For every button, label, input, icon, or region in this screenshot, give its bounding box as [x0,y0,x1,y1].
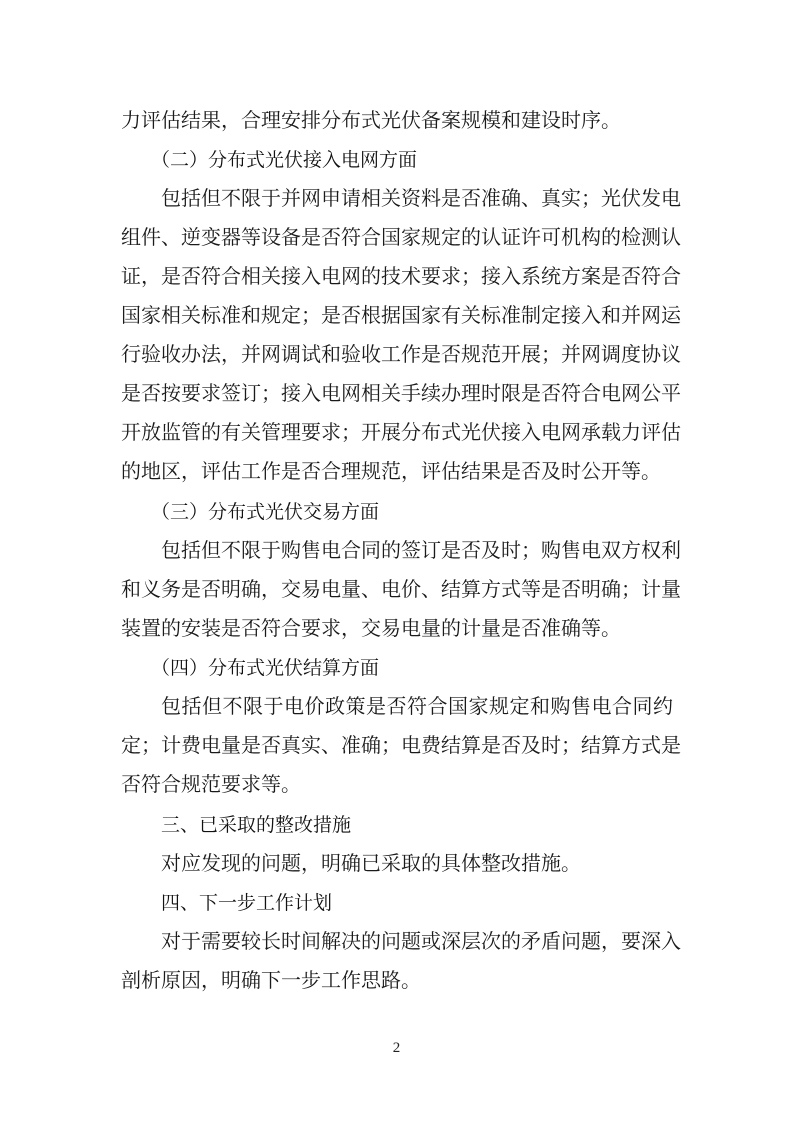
section-heading-next-steps: 四、下一步工作计划 [161,892,333,914]
paragraph-line: 装置的安装是否符合要求，交易电量的计量是否准确等。 [121,616,621,640]
paragraph-line: 对于需要较长时间解决的问题或深层次的矛盾问题，要深入 [161,929,681,953]
paragraph-line: 力评估结果，合理安排分布式光伏备案规模和建设时序。 [121,108,621,132]
paragraph-line: 和义务是否明确，交易电量、电价、结算方式等是否明确；计量 [121,577,681,601]
paragraph-line: 对应发现的问题，明确已采取的具体整改措施。 [161,851,581,875]
paragraph-line: 剖析原因，明确下一步工作思路。 [121,968,421,992]
section-heading-settlement: （四）分布式光伏结算方面 [151,657,380,679]
paragraph-line: 国家相关标准和规定；是否根据国家有关标准制定接入和并网运 [121,303,681,327]
paragraph-line: 包括但不限于电价政策是否符合国家规定和购售电合同约 [161,694,673,718]
paragraph-line: 否符合规范要求等。 [121,772,301,796]
paragraph-line: 包括但不限于购售电合同的签订是否及时；购售电双方权利 [161,538,681,562]
paragraph-line: 组件、逆变器等设备是否符合国家规定的认证许可机构的检测认 [121,225,681,249]
section-heading-trading: （三）分布式光伏交易方面 [151,501,380,523]
paragraph-line: 证，是否符合相关接入电网的技术要求；接入系统方案是否符合 [121,264,681,288]
paragraph-line: 的地区，评估工作是否合理规范，评估结果是否及时公开等。 [121,459,661,483]
paragraph-line: 包括但不限于并网申请相关资料是否准确、真实；光伏发电 [161,186,681,210]
paragraph-line: 行验收办法，并网调试和验收工作是否规范开展；并网调度协议 [121,342,681,366]
page-number: 2 [392,1040,401,1056]
paragraph-line: 是否按要求签订；接入电网相关手续办理时限是否符合电网公平 [121,381,681,405]
section-heading-rectification: 三、已采取的整改措施 [161,814,352,836]
section-heading-grid-access: （二）分布式光伏接入电网方面 [151,149,418,171]
paragraph-line: 开放监管的有关管理要求；开展分布式光伏接入电网承载力评估 [121,420,681,444]
paragraph-line: 定；计费电量是否真实、准确；电费结算是否及时；结算方式是 [121,733,681,757]
